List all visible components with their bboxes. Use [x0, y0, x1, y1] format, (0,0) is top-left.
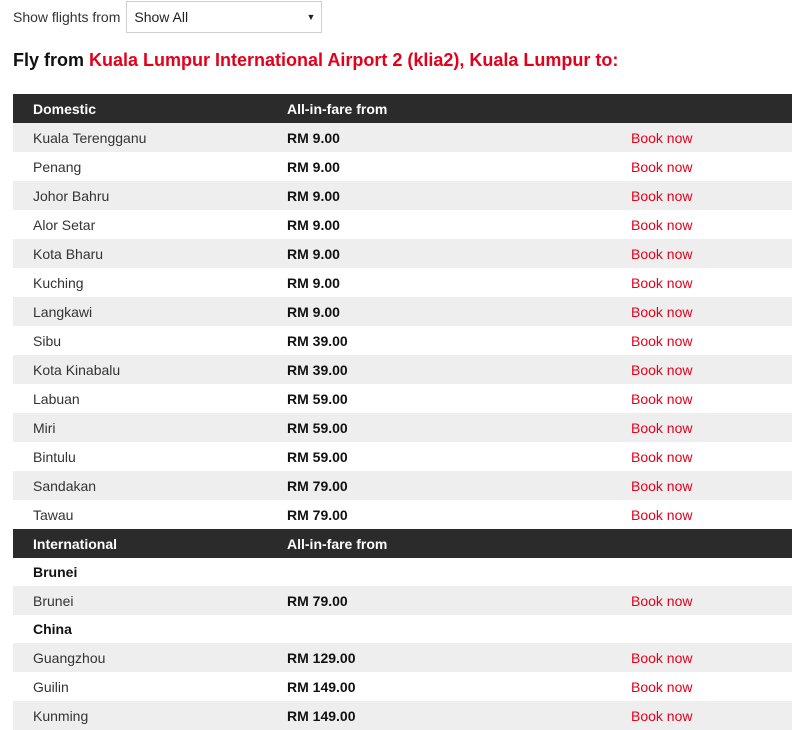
destination-name: Penang — [33, 158, 82, 175]
domestic-header — [13, 94, 792, 123]
country-group-label — [13, 615, 792, 643]
table-row — [13, 500, 792, 529]
destination-name: Brunei — [33, 592, 74, 609]
book-cell — [631, 478, 792, 494]
book-cell — [631, 708, 792, 724]
international-header — [13, 529, 792, 558]
book-now-link[interactable]: Book now — [631, 448, 693, 465]
table-row — [13, 586, 792, 615]
destination-name: Kota Bharu — [33, 245, 104, 262]
filter-label: Show flights from — [13, 9, 121, 25]
fare-price: RM 59.00 — [287, 390, 348, 407]
table-row — [13, 152, 792, 181]
book-cell — [631, 362, 792, 378]
fare-price: RM 59.00 — [287, 448, 348, 465]
fare-price: RM 129.00 — [287, 649, 356, 666]
book-cell — [631, 304, 792, 320]
book-cell — [631, 650, 792, 666]
table-row — [13, 181, 792, 210]
title-airport: Kuala Lumpur International Airport 2 (klia2), Kuala Lumpur to: — [89, 50, 619, 70]
book-cell — [631, 391, 792, 407]
fare-price: RM 149.00 — [287, 678, 356, 695]
fare-price: RM 9.00 — [287, 216, 340, 233]
book-cell — [631, 159, 792, 175]
domestic-rows — [13, 123, 792, 529]
fare-price: RM 9.00 — [287, 245, 340, 262]
fare-table — [13, 94, 792, 730]
book-cell — [631, 449, 792, 465]
book-now-link[interactable]: Book now — [631, 361, 693, 378]
flight-filter-bar — [13, 0, 322, 34]
country-group-label — [13, 558, 792, 586]
table-row — [13, 413, 792, 442]
destination-name: Tawau — [33, 506, 74, 523]
table-row — [13, 442, 792, 471]
book-now-link[interactable]: Book now — [631, 707, 693, 724]
destination-name: Guilin — [33, 678, 69, 695]
fare-price: RM 9.00 — [287, 129, 340, 146]
international-header-label: International — [33, 535, 118, 552]
origin-select-value: Show All — [134, 9, 189, 25]
destination-name: Kunming — [33, 707, 89, 724]
fare-price: RM 9.00 — [287, 158, 340, 175]
book-cell — [631, 507, 792, 523]
table-row — [13, 355, 792, 384]
country-name: China — [33, 621, 72, 637]
international-fare-header: All-in-fare from — [287, 535, 388, 552]
destination-name: Kuala Terengganu — [33, 129, 147, 146]
book-now-link[interactable]: Book now — [631, 678, 693, 695]
table-row — [13, 210, 792, 239]
origin-select[interactable] — [126, 1, 322, 33]
book-now-link[interactable]: Book now — [631, 274, 693, 291]
book-cell — [631, 679, 792, 695]
destination-name: Bintulu — [33, 448, 76, 465]
fare-price: RM 9.00 — [287, 274, 340, 291]
book-now-link[interactable]: Book now — [631, 390, 693, 407]
fare-price: RM 149.00 — [287, 707, 356, 724]
table-row — [13, 384, 792, 413]
book-cell — [631, 188, 792, 204]
title-prefix: Fly from — [13, 50, 85, 70]
destination-name: Sandakan — [33, 477, 97, 494]
book-now-link[interactable]: Book now — [631, 216, 693, 233]
book-now-link[interactable]: Book now — [631, 592, 693, 609]
destination-name: Miri — [33, 419, 56, 436]
table-row — [13, 239, 792, 268]
destination-name: Sibu — [33, 332, 62, 349]
table-row — [13, 701, 792, 730]
fare-price: RM 9.00 — [287, 303, 340, 320]
book-cell — [631, 333, 792, 349]
book-cell — [631, 593, 792, 609]
fare-price: RM 79.00 — [287, 506, 348, 523]
book-cell — [631, 217, 792, 233]
international-rows — [13, 558, 792, 730]
book-now-link[interactable]: Book now — [631, 419, 693, 436]
book-cell — [631, 130, 792, 146]
destination-name: Langkawi — [33, 303, 93, 320]
book-now-link[interactable]: Book now — [631, 158, 693, 175]
book-now-link[interactable]: Book now — [631, 477, 693, 494]
table-row — [13, 268, 792, 297]
destination-name: Labuan — [33, 390, 80, 407]
table-row — [13, 297, 792, 326]
fare-price: RM 39.00 — [287, 332, 348, 349]
destination-name: Alor Setar — [33, 216, 96, 233]
domestic-fare-header: All-in-fare from — [287, 100, 388, 117]
book-now-link[interactable]: Book now — [631, 245, 693, 262]
book-cell — [631, 275, 792, 291]
destination-name: Kuching — [33, 274, 84, 291]
fare-price: RM 9.00 — [287, 187, 340, 204]
table-row — [13, 123, 792, 152]
destination-name: Kota Kinabalu — [33, 361, 121, 378]
destination-name: Johor Bahru — [33, 187, 110, 204]
table-row — [13, 643, 792, 672]
book-cell — [631, 246, 792, 262]
table-row — [13, 326, 792, 355]
fare-price: RM 79.00 — [287, 592, 348, 609]
table-row — [13, 672, 792, 701]
book-now-link[interactable]: Book now — [631, 506, 693, 523]
book-now-link[interactable]: Book now — [631, 187, 693, 204]
fare-price: RM 79.00 — [287, 477, 348, 494]
book-cell — [631, 420, 792, 436]
country-name: Brunei — [33, 564, 78, 580]
page-title — [13, 50, 618, 71]
domestic-header-label: Domestic — [33, 100, 97, 117]
book-now-link[interactable]: Book now — [631, 332, 693, 349]
destination-name: Guangzhou — [33, 649, 106, 666]
book-now-link[interactable]: Book now — [631, 649, 693, 666]
fare-price: RM 39.00 — [287, 361, 348, 378]
chevron-down-icon: ▼ — [306, 12, 316, 22]
table-row — [13, 471, 792, 500]
book-now-link[interactable]: Book now — [631, 129, 693, 146]
fare-price: RM 59.00 — [287, 419, 348, 436]
book-now-link[interactable]: Book now — [631, 303, 693, 320]
